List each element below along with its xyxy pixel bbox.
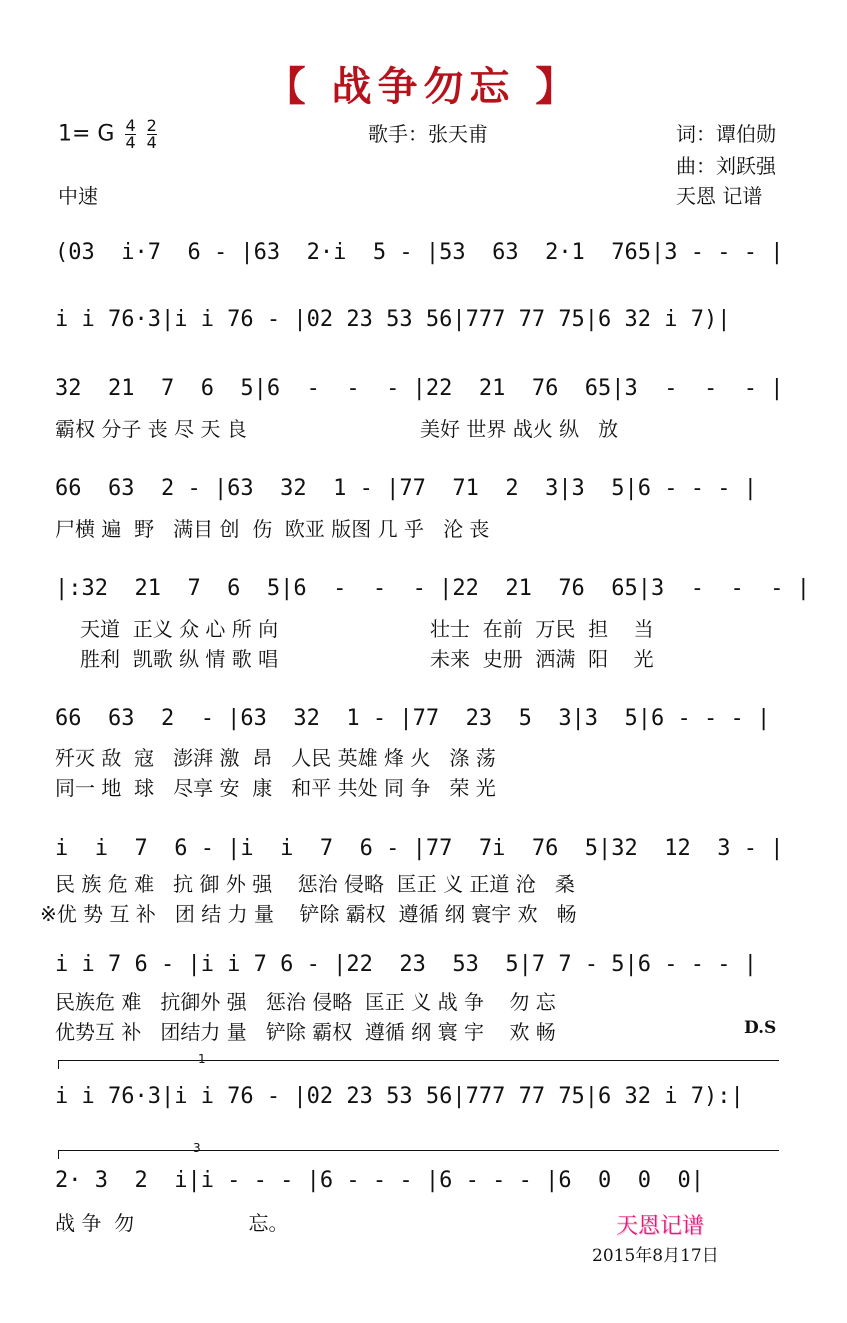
tempo: 中速: [58, 184, 98, 208]
lyric-line-3b: 美好 世界 战火 纵 放: [420, 417, 619, 441]
score-line-1: (03 i·7 6 - |63 2·i 5 - |53 63 2·1 765|3 - - - |: [55, 240, 784, 265]
lyric-line-10: 战 争 勿 忘。: [55, 1211, 289, 1235]
lyric-line-7a: 民 族 危 难 抗 御 外 强 惩治 侵略 匡正 义 正道 沧 桑: [55, 872, 575, 896]
score-line-2: i i 76·3|i i 76 - |02 23 53 56|777 77 75|6 32 i 7)|: [55, 307, 731, 332]
lyric-line-8b: 优势互 补 团结力 量 铲除 霸权 遵循 纲 寰 宇 欢 畅: [55, 1020, 556, 1044]
score-line-3: 32 21 7 6 5|6 - - - |22 21 76 65|3 - - - |: [55, 376, 784, 401]
song-title: 【 战争勿忘 】: [265, 64, 582, 110]
key-signature: [58, 118, 157, 151]
volta-bracket-2: [58, 1150, 779, 1159]
volta-number-1: 1: [198, 1052, 206, 1066]
score-line-10: 2· 3 2 i|i - - - |6 - - - |6 - - - |6 0 0 0|: [55, 1168, 705, 1193]
time-signature-2: $\frac{2}{4}$: [146, 116, 157, 152]
transcription-date: 2015年8月17日: [592, 1246, 719, 1266]
lyric-line-6a: 歼灭 敌 寇 澎湃 激 昂 人民 英雄 烽 火 涤 荡: [55, 746, 496, 770]
lyric-line-6b: 同一 地 球 尽享 安 康 和平 共处 同 争 荣 光: [55, 776, 496, 800]
score-line-7: i i 7 6 - |i i 7 6 - |77 7i 76 5|32 12 3 - |: [55, 836, 784, 861]
singer: 歌手：张天甫: [368, 122, 488, 146]
composer: 曲：刘跃强: [676, 154, 776, 178]
transcriber-stamp: 天恩记谱: [616, 1214, 705, 1239]
lyric-line-5a: 天道 正义 众 心 所 向: [80, 617, 279, 641]
score-line-9: i i 76·3|i i 76 - |02 23 53 56|777 77 75|6 32 i 7):|: [55, 1084, 744, 1109]
score-line-6: 66 63 2 - |63 32 1 - |77 23 5 3|3 5|6 - - - |: [55, 706, 771, 731]
lyric-line-8a: 民族危 难 抗御外 强 惩治 侵略 匡正 义 战 争 勿 忘: [55, 990, 556, 1014]
lyric-line-5d: 未来 史册 洒满 阳 光: [430, 647, 654, 671]
lyric-line-7b: ※优 势 互 补 团 结 力 量 铲除 霸权 遵循 纲 寰宇 欢 畅: [40, 902, 577, 926]
score-line-4: 66 63 2 - |63 32 1 - |77 71 2 3|3 5|6 - - - |: [55, 476, 757, 501]
transcriber: 天恩 记谱: [676, 184, 763, 208]
dal-segno-mark: D.S: [744, 1018, 777, 1038]
lyric-line-3a: 霸权 分子 丧 尽 天 良: [55, 417, 247, 441]
score-line-8: i i 7 6 - |i i 7 6 - |22 23 53 5|7 7 - 5|6 - - - |: [55, 952, 757, 977]
lyric-line-5b: 胜利 凯歌 纵 情 歌 唱: [80, 647, 279, 671]
key-label: 1= G: [58, 121, 115, 147]
volta-number-2: 3: [193, 1141, 201, 1155]
score-line-5: |:32 21 7 6 5|6 - - - |22 21 76 65|3 - - - |: [55, 576, 810, 601]
lyric-line-4: 尸横 遍 野 满目 创 伤 欧亚 版图 几 乎 沦 丧: [55, 517, 490, 541]
volta-bracket-1: [58, 1060, 779, 1069]
lyric-line-5c: 壮士 在前 万民 担 当: [430, 617, 654, 641]
lyricist: 词：谭伯勋: [676, 122, 776, 146]
time-signature-1: $\frac{4}{4}$: [125, 116, 136, 152]
